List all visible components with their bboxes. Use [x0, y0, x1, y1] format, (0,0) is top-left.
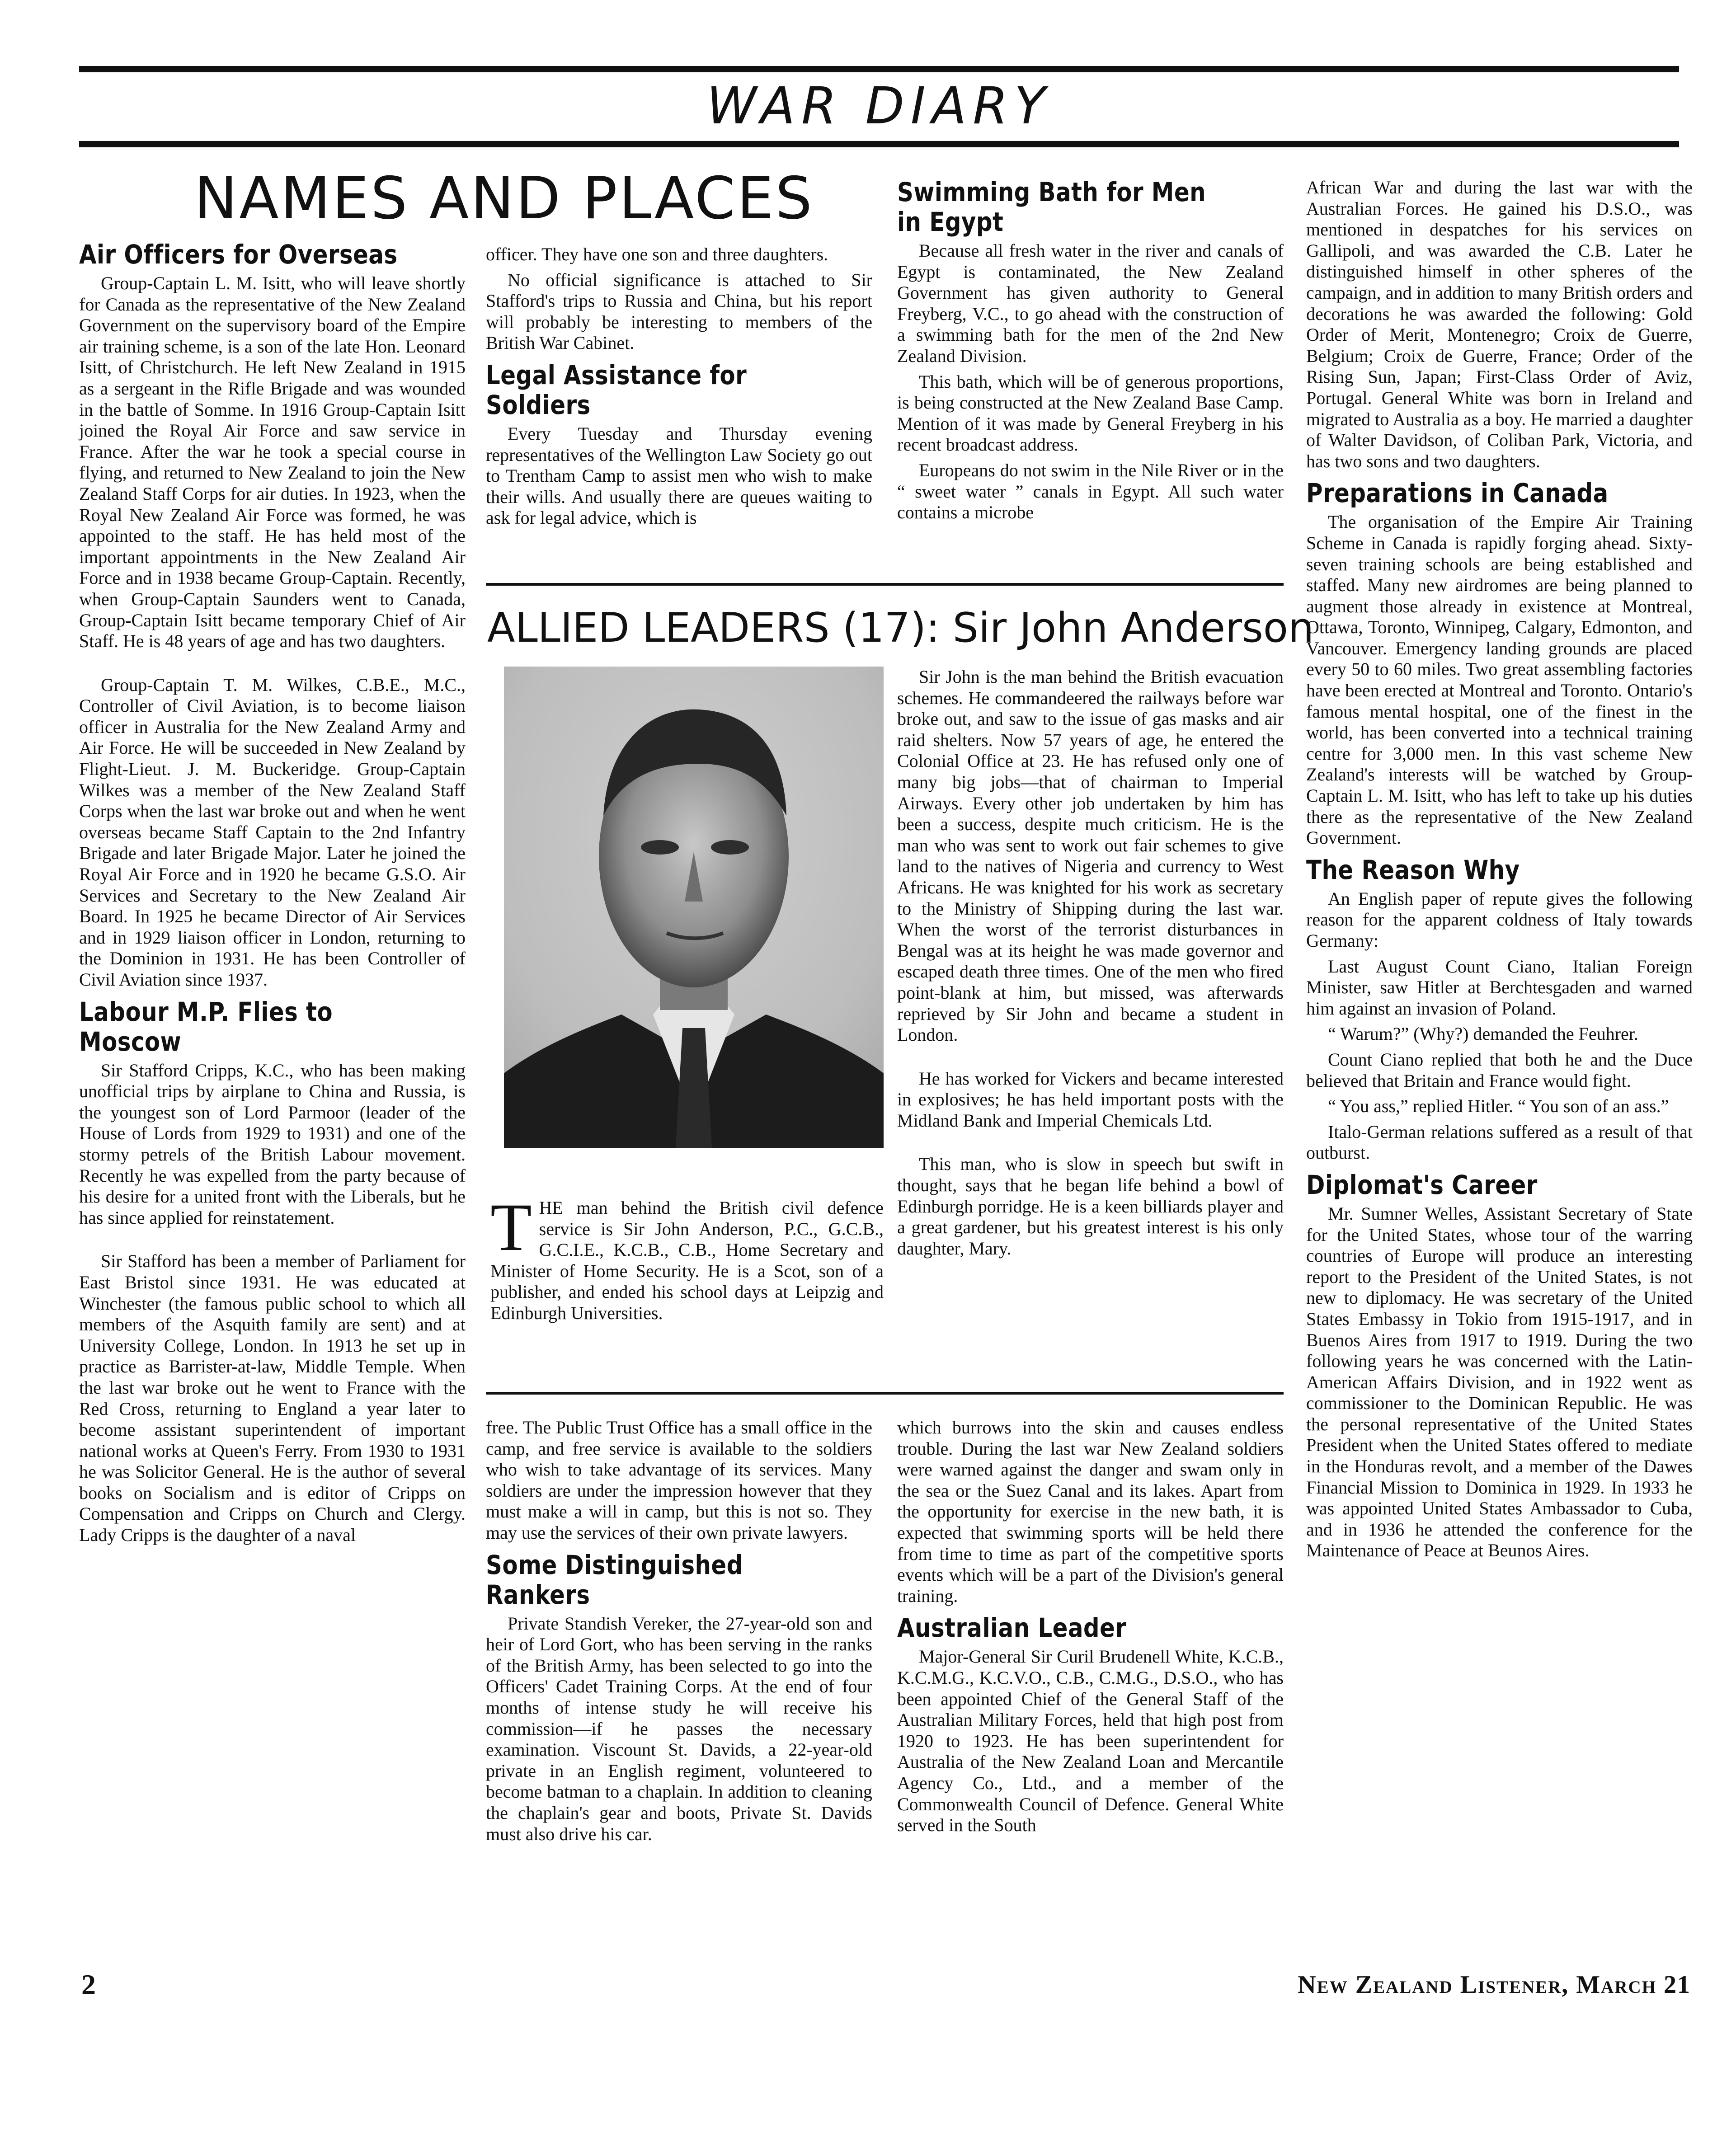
paragraph: An English paper of repute gives the following reason for the apparent coldness of Italy towards Germany: [1306, 888, 1693, 951]
paragraph: Mr. Sumner Welles, Assistant Secretary of State for the United States, whose tour of the warring countries of Europe will produce an interesting report to the President of the United States, is not new to diplomacy. He was secretary of the United States Embassy in Tokio from 1915-1917, and in Buenos Aires from 1917 to 1919. During the two following years he was concerned with the Latin-American Affairs Division, and in 1922 went as commissioner to the Dominican Republic. He was the personal representative of the United States President when the United States offered to mediate in the Honduras revolt, and a member of the Dawes Financial Mission to Dominica in 1929. In 1933 he was appointed United States Ambassador to Cuba, and in 1936 he attended the conference for the Maintenance of Peace at Beunos Aires. [1306, 1203, 1693, 1561]
paragraph: Group-Captain T. M. Wilkes, C.B.E., M.C., Controller of Civil Aviation, is to become liaison officer in Australia for the New Zealand Army and Air Force. He will be succeeded in New Zealand by Flight-Lieut. J. M. Buckeridge. Group-Captain Wilkes was a member of the New Zealand Staff Corps when the last war broke out and when he went overseas became Staff Captain to the 2nd Infantry Brigade and later Brigade Major. Later he joined the Royal Air Force and in 1920 he became G.S.O. Air Services and Secretary to the New Zealand Air Board. In 1925 he became Director of Air Services and in 1929 liaison officer in London, returning to the Dominion in 1931. He has been Controller of Civil Aviation since 1937. [79, 674, 466, 990]
paragraph: Sir John is the man behind the British evacuation schemes. He commandeered the railways before war broke out, and saw to the issue of gas masks and air raid shelters. Now 57 years of age, he entered the Colonial Office at 23. He has refused only one of many big jobs—that of chairman to Imperial Airways. Every other job undertaken by him has been a success, despite much criticism. He is the man who was sent to work out fair schemes to give land to the natives of Nigeria and currency to West Africans. He was knighted for his work as secretary to the Ministry of Shipping during the last war. When the worst of the terrorist disturbances in Bengal was at its height he was made governor and escaped death three times. One of the men who fired point-blank at him, but missed, was afterwards reprieved by Sir John and became a student in London. [897, 667, 1284, 1045]
paragraph: Italo-German relations suffered as a result of that outburst. [1306, 1121, 1693, 1163]
main-title: NAMES AND PLACES [194, 165, 814, 232]
paragraph: Count Ciano replied that both he and the Duce believed that Britain and France would fight. [1306, 1049, 1693, 1091]
paragraph: Every Tuesday and Thursday evening representatives of the Wellington Law Society go out to Trentham Camp to assist men who wish to make their wills. And usually there are queues waiting to ask for legal advice, which is [486, 423, 872, 528]
page-number: 2 [81, 1968, 97, 2001]
paragraph: The organisation of the Empire Air Training Scheme in Canada is rapidly forging ahead. Sixty-seven training schools are being established and staffed. Many new airdromes are being planned to augment those already in existence at Montreal, Ottawa, Toronto, Winnipeg, Calgary, Edmonton, and Vancouver. Emergency landing grounds are placed every 50 to 60 miles. Two great assembling factories have been erected at Montreal and Toronto. Ontario's famous mental hospital, one of the finest in the world, has been converted into a technical training centre for 3,000 men. In this vast scheme New Zealand's interests will be watched by Group-Captain L. M. Isitt, who has left to take up his duties there as the representative of the New Zealand Government. [1306, 512, 1693, 848]
paragraph: Sir Stafford Cripps, K.C., who has been making unofficial trips by airplane to China and Russia, is the youngest son of Lord Parmoor (leader of the House of Lords from 1929 to 1931) and one of the stormy petrels of the British Labour movement. Recently he was expelled from the party because of his desire for a united front with the Liberals, but he has since applied for reinstatement. [79, 1060, 466, 1228]
sir-john-anderson-photo [504, 667, 884, 1148]
paragraph: This man, who is slow in speech but swift in thought, says that he began life behind a bowl of Edinburgh porridge. He is a keen billiards player and a great gardener, but his greatest interest is his only daughter, Mary. [897, 1154, 1284, 1259]
column-4 [1306, 177, 1693, 1561]
paragraph: which burrows into the skin and causes endless trouble. During the last war New Zealand soldiers were warned against the danger and swam only in the sea or the Suez Canal and its lakes. Apart from the opportunity for exercise in the new bath, it is expected that swimming sports will be held there from time to time as part of the competitive sports events which will be a part of the Division's general training. [897, 1417, 1284, 1606]
section-title: WAR DIARY [706, 77, 1052, 136]
heading-reason-why: The Reason Why [1306, 854, 1520, 885]
paragraph: Major-General Sir Curil Brudenell White, K.C.B., K.C.M.G., K.C.V.O., C.B., C.M.G., D.S.O., who has been appointed Chief of the General Staff of the Australian Military Forces, held that high post from 1920 to 1923. He has been superintendent for Australia of the New Zealand Loan and Mercantile Agency Co., Ltd., and a member of the Commonwealth Council of Defence. General White served in the South [897, 1646, 1284, 1836]
heading-labour-mp: Labour M.P. Flies to Moscow [79, 996, 333, 1057]
anderson-intro [490, 1190, 884, 1324]
column-2-bottom [486, 1417, 872, 1845]
allied-box-bottom-rule [486, 1392, 1284, 1395]
heading-preparations-canada: Preparations in Canada [1306, 478, 1609, 509]
paragraph: “ You ass,” replied Hitler. “ You son of an ass.” [1328, 1096, 1669, 1117]
paragraph: Sir Stafford has been a member of Parliament for East Bristol since 1931. He was educated at Winchester (the famous public school to which all members of the Asquith family are sent) and at University College, London. In 1913 he set up in practice as Barrister-at-law, Middle Temple. When the last war broke out he went to France with the Red Cross, returning to England a year later to become assistant superintendent of important national works at Queen's Ferry. From 1930 to 1931 he was Solicitor General. He is the author of several books on Socialism and is editor of Cripps on Compensation and Cripps on Church and Clergy. Lady Cripps is the daughter of a naval [79, 1251, 466, 1545]
column-3-top [897, 177, 1284, 523]
drop-cap: T [490, 1190, 532, 1265]
intro-paragraph [490, 1190, 884, 1324]
paragraph: Private Standish Vereker, the 27-year-old son and heir of Lord Gort, who has been serving in the ranks of the British Army, has been selected to go into the Officers' Cadet Training Corps. At the end of four months of intense study he will receive his commission—if he passes the necessary examination. Viscount St. Davids, a 22-year-old private in an English regiment, volunteered to become batman to a chaplain. In addition to cleaning the chaplain's gear and boots, Private St. Davids must also drive his car. [486, 1613, 872, 1844]
paragraph: African War and during the last war with the Australian Forces. He gained his D.S.O., was mentioned in despatches for his services on Gallipoli, and was awarded the C.B. Later he distinguished himself in other spheres of the campaign, and in addition to many British orders and decorations he was awarded the following: Gold Order of Merit, Montenegro; Croix de Guerre, Belgium; Croix de Guerre, France; Order of the Rising Sun, Japan; First-Class Order of Aviz, Portugal. General White was born in Ireland and migrated to Australia as a boy. He married a daughter of Walter Davidson, of Coliban Park, Victoria, and has two sons and two daughters. [1306, 177, 1693, 471]
column-3-bottom [897, 1417, 1284, 1836]
heading-distinguished-rankers: Some Distinguished Rankers [486, 1549, 743, 1610]
paragraph: Last August Count Ciano, Italian Foreign Minister, saw Hitler at Berchtesgaden and warned him against an invasion of Poland. [1306, 956, 1693, 1019]
heading-air-officers: Air Officers for Overseas [79, 239, 398, 270]
paragraph: free. The Public Trust Office has a small office in the camp, and free service is available to the soldiers who wish to take advantage of its services. Many soldiers are under the impression however that they must make a will in camp, but this is not so. They may use the services of their own private lawyers. [486, 1417, 872, 1543]
intro-text: HE man behind the British civil defence service is Sir John Anderson, P.C., G.C.B., G.C.I.E., K.C.B., C.B., Home Secretary and Minister of Home Security. He is a Scot, son of a publisher, and ended his school days at Leipzig and Edinburgh Universities. [490, 1198, 884, 1323]
paragraph: This bath, which will be of generous proportions, is being constructed at the New Zealand Base Camp. Mention of it was made by General Freyberg in his recent broadcast address. [897, 371, 1284, 455]
masthead-bottom-rule [79, 141, 1679, 147]
allied-leaders-title: ALLIED LEADERS (17): Sir John Anderson [487, 604, 1314, 652]
heading-legal-assistance: Legal Assistance for Soldiers [486, 359, 747, 420]
heading-swimming-bath: Swimming Bath for Men in Egypt [897, 177, 1206, 237]
masthead-top-rule [79, 66, 1679, 72]
heading-australian-leader: Australian Leader [897, 1612, 1127, 1644]
anderson-article [897, 667, 1284, 1259]
paragraph: Europeans do not swim in the Nile River or in the “ sweet water ” canals in Egypt. All such water contains a microbe [897, 460, 1284, 523]
paragraph: Because all fresh water in the river and canals of Egypt is contaminated, the New Zealand Government has given authority to General Freyberg, V.C., to go ahead with the construction of a swimming bath for the men of the 2nd New Zealand Division. [897, 240, 1284, 366]
column-1 [79, 240, 466, 1546]
paragraph: Group-Captain L. M. Isitt, who will leave shortly for Canada as the representative of the New Zealand Government on the supervisory board of the Empire air training scheme, is a son of the late Hon. Leonard Isitt, of Christchurch. He left New Zealand in 1915 as a sergeant in the Rifle Brigade and was wounded in the battle of Somme. In 1916 Group-Captain Isitt joined the Royal Air Force and saw service in France. After the war he took a special course in flying, and returned to New Zealand to join the New Zealand Staff Corps for air duties. In 1923, when the Royal New Zealand Air Force was formed, he was appointed to the staff. He has held most of the important appointments in the New Zealand Air Force and in 1938 became Group-Captain. Recently, when Group-Captain Saunders went to Canada, Group-Captain Isitt became temporary Chief of Air Staff. He is 48 years of age and has two daughters. [79, 273, 466, 652]
column-2-top [486, 244, 872, 529]
heading-diplomats-career: Diplomat's Career [1306, 1169, 1538, 1200]
allied-box-top-rule [486, 583, 1284, 586]
publication-footer: New Zealand Listener, March 21 [1298, 1971, 1691, 1999]
paragraph: No official significance is attached to Sir Stafford's trips to Russia and China, but his report will probably be interesting to members of the British War Cabinet. [486, 269, 872, 353]
paragraph: officer. They have one son and three daughters. [486, 244, 828, 264]
paragraph: He has worked for Vickers and became interested in explosives; he has held important posts with the Midland Bank and Imperial Chemicals Ltd. [897, 1068, 1284, 1131]
paragraph: “ Warum?” (Why?) demanded the Feuhrer. [1328, 1024, 1638, 1044]
